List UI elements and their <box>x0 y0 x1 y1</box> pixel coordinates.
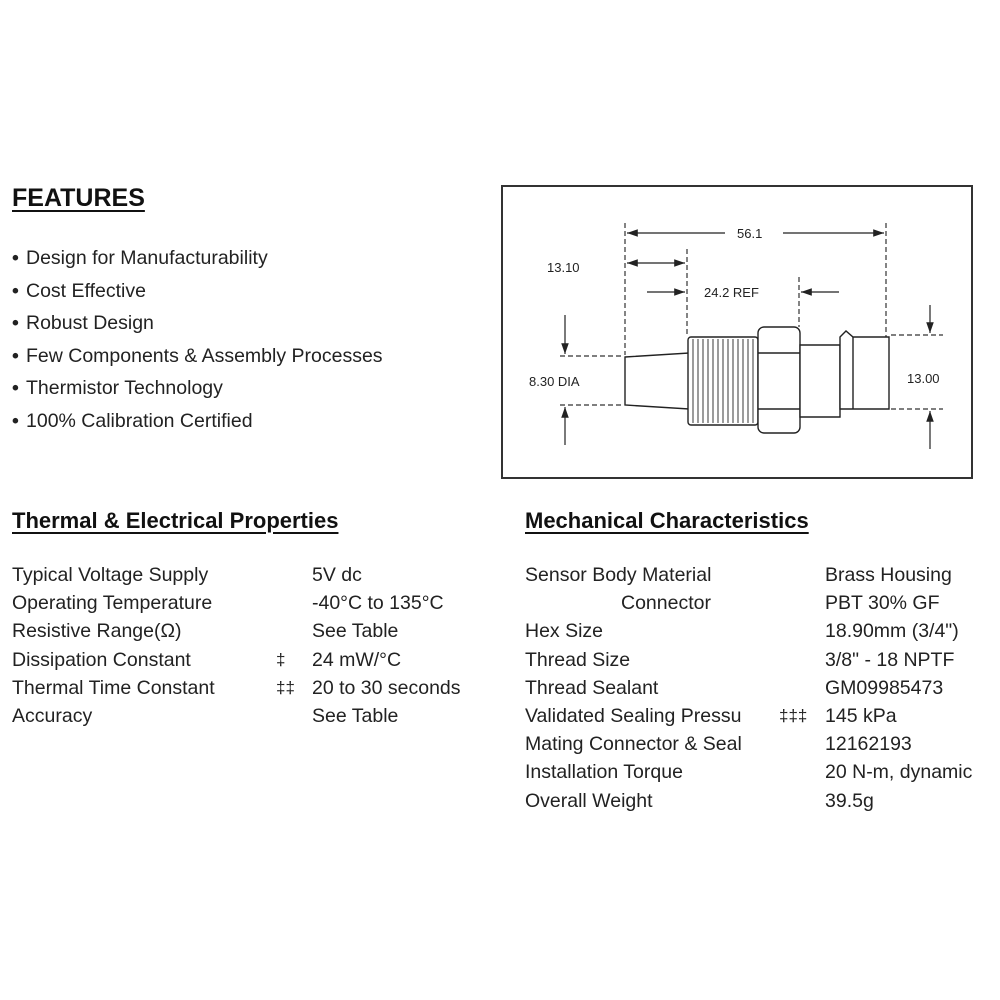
property-value: 5V dc <box>312 564 362 586</box>
dim-probe-length: 13.10 <box>547 260 580 275</box>
property-value: 12162193 <box>825 733 912 756</box>
table-row <box>12 617 492 645</box>
table-row <box>12 646 492 674</box>
feature-text: Cost Effective <box>26 279 146 302</box>
property-label: Mating Connector & Seal <box>525 733 742 756</box>
table-row <box>525 787 1000 815</box>
property-label: Installation Torque <box>525 761 683 784</box>
dim-probe-diameter: 8.30 DIA <box>529 374 580 389</box>
feature-text: Few Components & Assembly Processes <box>26 344 383 367</box>
property-value: See Table <box>312 704 399 727</box>
bullet-icon: • <box>12 377 19 400</box>
property-label: Thread Sealant <box>525 676 659 699</box>
property-value: Brass Housing <box>825 564 952 586</box>
bullet-icon: • <box>12 312 19 335</box>
mechanical-heading: Mechanical Characteristics <box>525 508 809 533</box>
bullet-icon: • <box>12 409 19 432</box>
property-label: Overall Weight <box>525 789 653 812</box>
property-label: Accuracy <box>12 704 93 727</box>
features-heading: FEATURES <box>12 184 145 212</box>
footnote-symbol: ‡‡ <box>276 677 295 697</box>
feature-item <box>12 342 383 375</box>
dim-overall-length: 56.1 <box>737 226 763 241</box>
sensor-drawing-svg <box>503 187 975 481</box>
dim-connector-height: 13.00 <box>907 371 940 386</box>
bullet-icon: • <box>12 247 19 269</box>
property-value: -40°C to 135°C <box>312 592 444 615</box>
table-row <box>525 674 1000 702</box>
feature-item <box>12 374 383 407</box>
property-value: 18.90mm (3/4") <box>825 620 959 643</box>
footnote-symbol: ‡ <box>276 649 286 669</box>
property-value: See Table <box>312 620 399 643</box>
features-list <box>12 244 383 440</box>
property-label: Resistive Range(Ω) <box>12 620 182 643</box>
table-row <box>12 589 492 617</box>
feature-text: Robust Design <box>26 312 154 335</box>
sensor-dimension-drawing <box>501 185 973 479</box>
property-value: 145 kPa <box>825 704 897 727</box>
property-value: PBT 30% GF <box>825 592 940 615</box>
property-value: 3/8" - 18 NPTF <box>825 648 955 671</box>
property-value: 39.5g <box>825 789 874 812</box>
property-label: Operating Temperature <box>12 592 213 615</box>
property-label: Connector <box>621 592 711 615</box>
feature-item <box>12 309 383 342</box>
dim-ref-length: 24.2 REF <box>704 285 759 300</box>
property-label: Validated Sealing Pressu <box>525 704 742 727</box>
feature-item <box>12 244 383 277</box>
table-row <box>12 561 492 589</box>
property-value: GM09985473 <box>825 676 944 699</box>
feature-item <box>12 407 383 440</box>
property-label: Thread Size <box>525 648 631 671</box>
table-row <box>525 589 1000 617</box>
property-value: 24 mW/°C <box>312 648 402 671</box>
thermal-electrical-heading: Thermal & Electrical Properties <box>12 508 339 533</box>
property-label: Sensor Body Material <box>525 564 712 586</box>
table-row <box>525 730 1000 758</box>
mechanical-properties-table <box>525 561 1000 815</box>
property-label: Dissipation Constant <box>12 648 191 671</box>
table-row <box>525 617 1000 645</box>
property-value: 20 to 30 seconds <box>312 676 461 699</box>
bullet-icon: • <box>12 344 19 367</box>
property-label: Typical Voltage Supply <box>12 564 209 586</box>
table-row <box>525 561 1000 589</box>
table-row <box>525 646 1000 674</box>
table-row <box>525 758 1000 786</box>
table-row <box>12 674 492 702</box>
property-value: 20 N-m, dynamic <box>825 761 973 784</box>
sensor-body <box>625 327 889 433</box>
property-label: Thermal Time Constant <box>12 676 215 699</box>
footnote-symbol: ‡‡‡ <box>779 705 808 725</box>
property-label: Hex Size <box>525 620 604 643</box>
bullet-icon: • <box>12 279 19 302</box>
feature-item <box>12 277 383 310</box>
thermal-properties-table <box>12 561 492 730</box>
table-row <box>525 702 1000 730</box>
feature-text: Design for Manufacturability <box>26 247 268 269</box>
feature-text: 100% Calibration Certified <box>26 409 253 432</box>
feature-text: Thermistor Technology <box>26 377 223 400</box>
table-row <box>12 702 492 730</box>
